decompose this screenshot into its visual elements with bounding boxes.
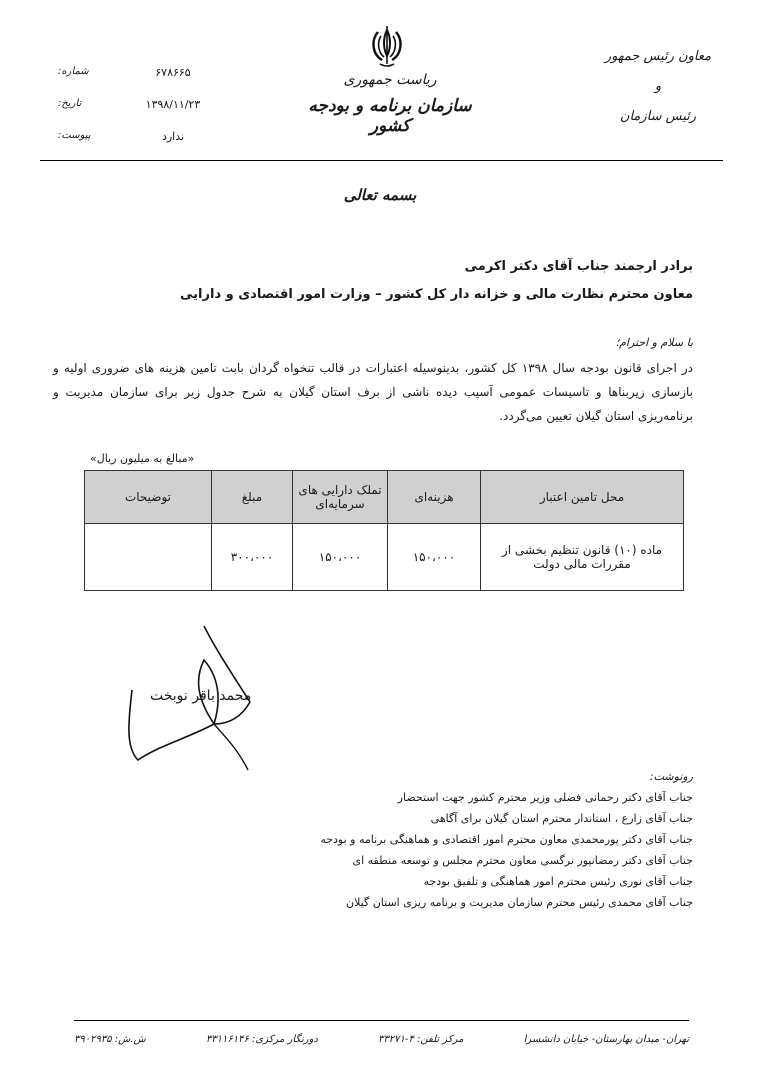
letter-attachment-row bbox=[58, 130, 218, 162]
issuer-title-line1: معاون رئیس جمهور bbox=[604, 49, 712, 64]
recipient-block bbox=[53, 253, 693, 309]
amount-unit-note: «مبالغ به میلیون ریال» bbox=[90, 452, 195, 465]
table-row bbox=[85, 524, 684, 591]
footer-divider bbox=[74, 1020, 689, 1021]
table-header-row bbox=[85, 471, 684, 524]
footer bbox=[74, 1034, 689, 1045]
recipient-line2: معاون محترم نظارت مالی و خزانه دار کل کشور – وزارت امور اقتصادی و دارایی bbox=[180, 287, 693, 302]
cc-item: جناب آقای محمدی رئیس محترم سازمان مدیریت و برنامه ریزی استان گیلان bbox=[346, 896, 693, 909]
issuer-title-line2: رئیس سازمان bbox=[619, 109, 697, 124]
iran-emblem-icon bbox=[366, 24, 408, 70]
issuer-title-and: و bbox=[654, 79, 662, 94]
cell-capital: ۱۵۰،۰۰۰ bbox=[293, 524, 388, 591]
cc-item: جناب آقای دکتر پورمحمدی معاون محترم امور اقتصادی و هماهنگی برنامه و بودجه bbox=[320, 833, 693, 846]
letter-meta bbox=[58, 66, 218, 162]
letter-date: ۱۳۹۸/۱۱/۲۳ bbox=[145, 98, 201, 111]
org-header bbox=[290, 72, 490, 136]
letter-date-label: تاریخ: bbox=[58, 98, 82, 109]
cell-source: ماده (۱۰) قانون تنظیم بخشی از مقررات مالی دولت bbox=[481, 524, 684, 591]
letter-number-label: شماره: bbox=[58, 66, 89, 77]
col-header-capital: تملک دارایی های سرمایه‌ای bbox=[293, 471, 388, 524]
letter-attachment: ندارد bbox=[161, 130, 185, 143]
footer-address: تهران- میدان بهارستان- خیابان دانشسرا bbox=[523, 1034, 689, 1045]
cell-current: ۱۵۰،۰۰۰ bbox=[388, 524, 481, 591]
cell-amount: ۳۰۰،۰۰۰ bbox=[212, 524, 293, 591]
letter-date-row bbox=[58, 98, 218, 130]
recipient-line1: برادر ارجمند جناب آقای دکتر اکرمی bbox=[464, 259, 693, 274]
org-name: سازمان برنامه و بودجه کشور bbox=[308, 96, 472, 136]
cc-item: جناب آقای دکتر رحمانی فضلی وزیر محترم کشور جهت استحضار bbox=[397, 791, 693, 804]
col-header-amount: مبلغ bbox=[212, 471, 293, 524]
letter-number: ۶۷۸۶۶۵ bbox=[155, 66, 191, 79]
cc-list bbox=[173, 766, 693, 913]
allocation-table bbox=[84, 470, 684, 591]
cc-item: جناب آقای زارع ، استاندار محترم استان گیلان برای آگاهی bbox=[430, 812, 693, 825]
header-divider bbox=[40, 160, 723, 161]
letter-body: در اجرای قانون بودجه سال ۱۳۹۸ کل کشور، بدینوسیله اعتبارات در قالب تنخواه گردان بابت تامین هزینه های ضروری اولیه و بازسازی زیربناها و تاسیسات عمومی آسیب دیده ناشی از برف استان گیلان به شرح جدول زیر برای سازمان مدیریت و برنامه‌ریزی استان گیلان تعیین می‌گردد. bbox=[53, 361, 693, 423]
footer-postal: ش.ش: ۳۹۰۲۹۳۵ bbox=[74, 1034, 146, 1045]
footer-phone: مرکز تلفن: ۴-۳۳۲۷۱ bbox=[378, 1034, 464, 1045]
col-header-notes: توضیحات bbox=[85, 471, 212, 524]
signatory-name: محمد باقر نوبخت bbox=[150, 688, 252, 704]
org-presidency: ریاست جمهوری bbox=[343, 72, 437, 88]
cc-title: رونوشت: bbox=[649, 770, 693, 783]
greeting: با سلام و احترام؛ bbox=[615, 336, 693, 349]
cell-notes bbox=[85, 524, 212, 591]
letter-number-row bbox=[58, 66, 218, 98]
footer-fax: دورنگار مرکزی: ۳۳۱۱۶۱۴۶ bbox=[205, 1034, 318, 1045]
col-header-current: هزینه‌ای bbox=[388, 471, 481, 524]
issuer-title bbox=[583, 42, 733, 132]
col-header-source: محل تامین اعتبار bbox=[481, 471, 684, 524]
basmala: بسمه تعالی bbox=[343, 186, 417, 204]
letter-attachment-label: پیوست: bbox=[58, 130, 91, 141]
cc-item: جناب آقای نوری رئیس محترم امور هماهنگی و تلفیق بودجه bbox=[423, 875, 693, 888]
cc-item: جناب آقای دکتر رمضانپور نرگسی معاون محترم مجلس و توسعه منطقه ای bbox=[352, 854, 693, 867]
